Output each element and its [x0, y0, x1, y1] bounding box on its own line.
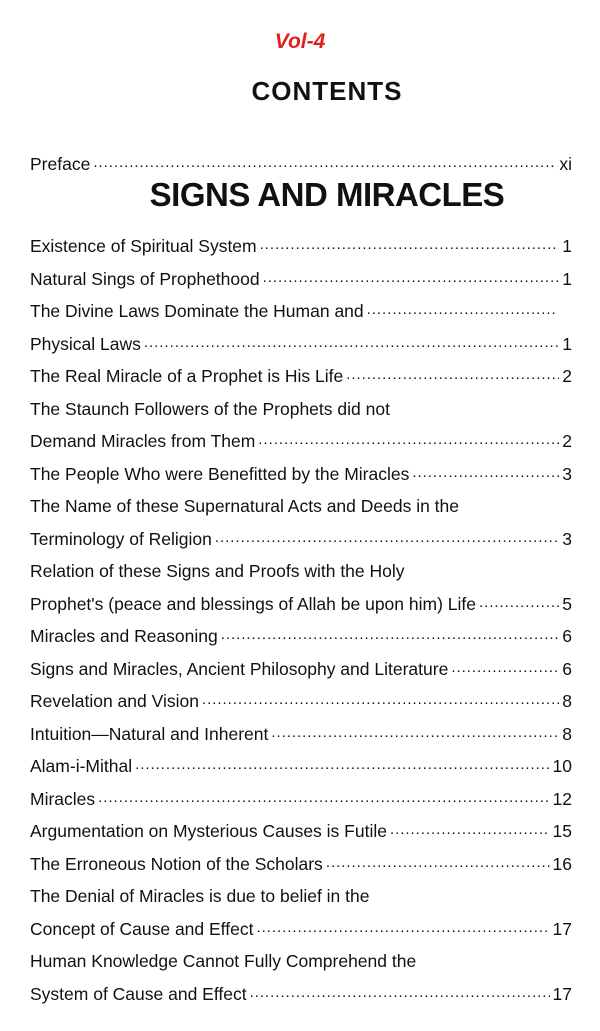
toc-page-number: 5 — [562, 593, 572, 614]
toc-page-number: 10 — [552, 756, 572, 776]
toc-entry — [30, 783, 572, 816]
toc-entry — [30, 978, 572, 1011]
dot-leader — [202, 690, 559, 708]
toc-entry — [30, 880, 572, 913]
toc-entry — [30, 393, 572, 426]
page-title: CONTENTS — [251, 76, 403, 106]
toc-page-number: 2 — [562, 431, 572, 451]
dot-leader — [390, 820, 550, 838]
dot-leader — [258, 430, 559, 448]
toc-entry-label: Terminology of Religion — [30, 528, 212, 549]
toc-entry-label: Existence of Spiritual System — [30, 236, 257, 256]
toc-entry-label: The Staunch Followers of the Prophets did not — [30, 398, 390, 419]
toc-entry — [30, 263, 572, 296]
toc-entry — [30, 458, 572, 491]
toc-entry-label: Natural Sings of Prophethood — [30, 268, 260, 289]
toc-page-number: 16 — [552, 853, 572, 874]
toc-entry-label: Relation of these Signs and Proofs with the Holy — [30, 561, 405, 581]
dot-leader — [256, 917, 549, 935]
toc-page-number: 12 — [552, 788, 572, 809]
toc-entry-label: The Denial of Miracles is due to belief in the — [30, 886, 370, 906]
toc-page-number: 6 — [562, 658, 572, 679]
toc-page-number: 8 — [562, 723, 572, 744]
toc-page-number: 1 — [562, 268, 572, 289]
toc-entry — [30, 555, 572, 588]
toc-page-number: 1 — [562, 236, 572, 256]
toc-entry — [30, 945, 572, 978]
toc-entry-label: The Erroneous Notion of the Scholars — [30, 853, 323, 874]
toc-entry — [30, 360, 572, 393]
toc-page-number: xi — [559, 154, 572, 174]
toc-entry-label: Prophet's (peace and blessings of Allah be upon him) Life — [30, 593, 476, 614]
dot-leader — [326, 852, 550, 870]
toc-entry-label: The Real Miracle of a Prophet is His Life — [30, 366, 344, 386]
toc-entry — [30, 913, 572, 946]
table-of-contents — [30, 230, 572, 1010]
toc-entry-label: Argumentation on Mysterious Causes is Futile — [30, 821, 387, 841]
toc-entry — [30, 750, 572, 783]
dot-leader — [479, 592, 559, 610]
dot-leader — [215, 527, 559, 545]
dot-leader — [135, 755, 549, 773]
toc-page-number: 6 — [562, 626, 572, 646]
toc-entry-label: Intuition—Natural and Inherent — [30, 723, 269, 744]
toc-entry-label: Demand Miracles from Them — [30, 431, 256, 451]
dot-leader — [367, 300, 558, 318]
toc-page-number: 2 — [562, 366, 572, 386]
toc-page-number: 15 — [552, 821, 572, 841]
toc-entry — [30, 685, 572, 718]
toc-page-number: 3 — [562, 528, 572, 549]
toc-entry — [30, 848, 572, 881]
dot-leader — [412, 462, 559, 480]
toc-page-number: 1 — [562, 333, 572, 354]
toc-page-number: 8 — [562, 691, 572, 711]
dot-leader — [93, 153, 556, 171]
dot-leader — [260, 235, 560, 253]
toc-entry-label: Signs and Miracles, Ancient Philosophy and Literature — [30, 658, 449, 679]
dot-leader — [451, 657, 559, 675]
toc-entry — [30, 295, 572, 328]
dot-leader — [263, 267, 560, 285]
toc-entry-label: Physical Laws — [30, 333, 141, 354]
toc-entry-label: System of Cause and Effect — [30, 983, 247, 1004]
toc-entry-label: Preface — [30, 154, 91, 174]
toc-entry-label: Concept of Cause and Effect — [30, 918, 254, 939]
toc-entry-label: Miracles and Reasoning — [30, 626, 218, 646]
toc-entry — [30, 653, 572, 686]
toc-entry — [30, 328, 572, 361]
toc-entry-label: Alam-i-Mithal — [30, 756, 133, 776]
toc-entry-label: The People Who were Benefitted by the Miracles — [30, 463, 410, 484]
dot-leader — [221, 625, 560, 643]
toc-page-number: 3 — [562, 463, 572, 484]
section-heading: SIGNS AND MIRACLES — [149, 176, 505, 213]
toc-entry — [30, 815, 572, 848]
toc-page-number: 17 — [552, 918, 572, 939]
preface-entry — [30, 150, 572, 178]
volume-label: Vol-4 — [274, 30, 326, 53]
dot-leader — [250, 982, 550, 1000]
toc-entry — [30, 230, 572, 263]
dot-leader — [346, 365, 559, 383]
toc-entry-label: Human Knowledge Cannot Fully Comprehend the — [30, 951, 417, 971]
toc-page-number: 17 — [552, 983, 572, 1004]
toc-entry — [30, 588, 572, 621]
toc-entry — [30, 523, 572, 556]
toc-entry-label: Revelation and Vision — [30, 691, 199, 711]
dot-leader — [271, 722, 559, 740]
toc-entry — [30, 490, 572, 523]
toc-entry — [30, 620, 572, 653]
toc-entry-label: The Divine Laws Dominate the Human and — [30, 301, 364, 321]
toc-entry — [30, 425, 572, 458]
toc-entry-label: The Name of these Supernatural Acts and Deeds in the — [30, 496, 460, 516]
dot-leader — [98, 787, 549, 805]
toc-entry — [30, 718, 572, 751]
dot-leader — [144, 332, 559, 350]
toc-entry-label: Miracles — [30, 788, 96, 809]
